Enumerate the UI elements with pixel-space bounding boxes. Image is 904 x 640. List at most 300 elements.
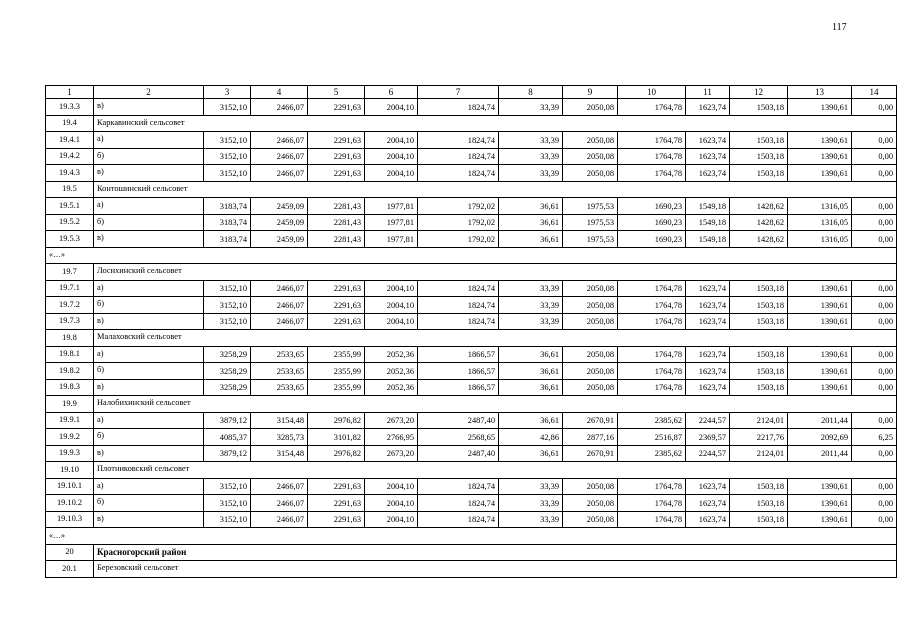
- value-cell: 0,00: [852, 165, 897, 182]
- omission-marker: «…»: [46, 528, 897, 545]
- value-cell: 2004,10: [365, 478, 418, 495]
- value-cell: 3879,12: [204, 412, 251, 429]
- value-cell: 0,00: [852, 412, 897, 429]
- row-subitem: б): [94, 429, 204, 446]
- value-cell: 1764,78: [618, 511, 686, 528]
- value-cell: 36,61: [499, 412, 563, 429]
- value-cell: 2291,63: [308, 495, 365, 512]
- section-row: [46, 181, 897, 198]
- row-code: 19.10.1: [46, 478, 94, 495]
- value-cell: 2050,08: [563, 280, 618, 297]
- value-cell: 1824,74: [418, 478, 499, 495]
- value-cell: 36,61: [499, 214, 563, 231]
- value-cell: 2291,63: [308, 99, 365, 116]
- value-cell: 2124,01: [730, 445, 788, 462]
- value-cell: 0,00: [852, 231, 897, 248]
- value-cell: 1623,74: [686, 280, 730, 297]
- value-cell: 1390,61: [788, 495, 852, 512]
- value-cell: 1503,18: [730, 165, 788, 182]
- value-cell: 2355,99: [308, 346, 365, 363]
- value-cell: 1764,78: [618, 99, 686, 116]
- omission-row: [46, 247, 897, 264]
- value-cell: 1503,18: [730, 511, 788, 528]
- value-cell: 2050,08: [563, 165, 618, 182]
- value-cell: 1866,57: [418, 363, 499, 380]
- value-cell: 3154,48: [251, 445, 308, 462]
- value-cell: 6,25: [852, 429, 897, 446]
- value-cell: 2355,99: [308, 363, 365, 380]
- value-cell: 33,39: [499, 148, 563, 165]
- value-cell: 0,00: [852, 495, 897, 512]
- value-cell: 2673,20: [365, 445, 418, 462]
- value-cell: 2291,63: [308, 280, 365, 297]
- value-cell: 2466,07: [251, 132, 308, 149]
- value-cell: 2244,57: [686, 412, 730, 429]
- value-cell: 3152,10: [204, 511, 251, 528]
- section-title: Малаховский сельсовет: [94, 330, 897, 347]
- value-cell: 1866,57: [418, 346, 499, 363]
- section-row: [46, 115, 897, 132]
- value-cell: 33,39: [499, 99, 563, 116]
- value-cell: 1764,78: [618, 379, 686, 396]
- value-cell: 33,39: [499, 165, 563, 182]
- omission-row: [46, 528, 897, 545]
- value-cell: 1623,74: [686, 313, 730, 330]
- value-cell: 2281,43: [308, 231, 365, 248]
- value-cell: 1428,62: [730, 214, 788, 231]
- column-header: 10: [618, 86, 686, 99]
- section-title: Налобихинский сельсовет: [94, 396, 897, 413]
- value-cell: 2050,08: [563, 379, 618, 396]
- section-row: [46, 561, 897, 578]
- value-cell: 1623,74: [686, 478, 730, 495]
- section-row: [46, 462, 897, 479]
- value-cell: 2124,01: [730, 412, 788, 429]
- value-cell: 3152,10: [204, 99, 251, 116]
- value-cell: 1390,61: [788, 511, 852, 528]
- section-code: 19.9: [46, 396, 94, 413]
- value-cell: 1792,02: [418, 198, 499, 215]
- value-cell: 2004,10: [365, 297, 418, 314]
- row-code: 19.10.2: [46, 495, 94, 512]
- value-cell: 2050,08: [563, 297, 618, 314]
- value-cell: 2052,36: [365, 379, 418, 396]
- value-cell: 3183,74: [204, 198, 251, 215]
- value-cell: 2459,09: [251, 214, 308, 231]
- value-cell: 1623,74: [686, 165, 730, 182]
- value-cell: 1977,81: [365, 214, 418, 231]
- value-cell: 2533,65: [251, 363, 308, 380]
- value-cell: 3258,29: [204, 379, 251, 396]
- section-title: Контошинский сельсовет: [94, 181, 897, 198]
- value-cell: 36,61: [499, 379, 563, 396]
- table-row: [46, 297, 897, 314]
- value-cell: 1549,18: [686, 198, 730, 215]
- value-cell: 3152,10: [204, 132, 251, 149]
- value-cell: 1390,61: [788, 363, 852, 380]
- value-cell: 36,61: [499, 346, 563, 363]
- value-cell: 2050,08: [563, 148, 618, 165]
- value-cell: 3152,10: [204, 148, 251, 165]
- row-subitem: б): [94, 363, 204, 380]
- value-cell: 1977,81: [365, 231, 418, 248]
- value-cell: 1824,74: [418, 132, 499, 149]
- value-cell: 3258,29: [204, 363, 251, 380]
- value-cell: 1824,74: [418, 313, 499, 330]
- value-cell: 2487,40: [418, 445, 499, 462]
- value-cell: 1764,78: [618, 363, 686, 380]
- table-row: [46, 445, 897, 462]
- value-cell: 2877,16: [563, 429, 618, 446]
- value-cell: 1623,74: [686, 363, 730, 380]
- value-cell: 1390,61: [788, 478, 852, 495]
- value-cell: 3285,73: [251, 429, 308, 446]
- value-cell: 0,00: [852, 511, 897, 528]
- value-cell: 2092,69: [788, 429, 852, 446]
- table-row: [46, 412, 897, 429]
- value-cell: 2516,87: [618, 429, 686, 446]
- section-row: [46, 330, 897, 347]
- value-cell: 1975,53: [563, 198, 618, 215]
- table-row: [46, 280, 897, 297]
- table-row: [46, 148, 897, 165]
- table-row: [46, 346, 897, 363]
- row-subitem: а): [94, 132, 204, 149]
- row-code: 19.4.3: [46, 165, 94, 182]
- value-cell: 1623,74: [686, 346, 730, 363]
- column-header: 13: [788, 86, 852, 99]
- value-cell: 1824,74: [418, 165, 499, 182]
- value-cell: 1623,74: [686, 495, 730, 512]
- value-cell: 2004,10: [365, 495, 418, 512]
- row-code: 19.4.2: [46, 148, 94, 165]
- value-cell: 2466,07: [251, 99, 308, 116]
- column-header: 1: [46, 86, 94, 99]
- row-code: 19.7.1: [46, 280, 94, 297]
- value-cell: 1623,74: [686, 99, 730, 116]
- value-cell: 1549,18: [686, 231, 730, 248]
- value-cell: 2050,08: [563, 495, 618, 512]
- row-code: 19.10.3: [46, 511, 94, 528]
- value-cell: 1390,61: [788, 379, 852, 396]
- value-cell: 1690,23: [618, 198, 686, 215]
- value-cell: 0,00: [852, 297, 897, 314]
- value-cell: 2244,57: [686, 445, 730, 462]
- value-cell: 1428,62: [730, 231, 788, 248]
- table-row: [46, 198, 897, 215]
- value-cell: 1390,61: [788, 165, 852, 182]
- value-cell: 0,00: [852, 313, 897, 330]
- value-cell: 0,00: [852, 148, 897, 165]
- value-cell: 2291,63: [308, 313, 365, 330]
- value-cell: 42,86: [499, 429, 563, 446]
- value-cell: 36,61: [499, 198, 563, 215]
- table-row: [46, 132, 897, 149]
- value-cell: 2004,10: [365, 313, 418, 330]
- value-cell: 2281,43: [308, 198, 365, 215]
- row-code: 19.5.1: [46, 198, 94, 215]
- value-cell: 1390,61: [788, 313, 852, 330]
- value-cell: 2050,08: [563, 511, 618, 528]
- value-cell: 1503,18: [730, 363, 788, 380]
- value-cell: 2281,43: [308, 214, 365, 231]
- row-subitem: б): [94, 495, 204, 512]
- table-row: [46, 379, 897, 396]
- row-subitem: а): [94, 280, 204, 297]
- column-header: 4: [251, 86, 308, 99]
- row-subitem: б): [94, 148, 204, 165]
- header-row: [46, 86, 897, 99]
- column-header: 14: [852, 86, 897, 99]
- value-cell: 2459,09: [251, 231, 308, 248]
- table-row: [46, 99, 897, 116]
- value-cell: 2766,95: [365, 429, 418, 446]
- value-cell: 1503,18: [730, 99, 788, 116]
- value-cell: 1824,74: [418, 495, 499, 512]
- value-cell: 33,39: [499, 132, 563, 149]
- value-cell: 1690,23: [618, 214, 686, 231]
- value-cell: 2385,62: [618, 445, 686, 462]
- value-cell: 2004,10: [365, 148, 418, 165]
- value-cell: 1503,18: [730, 297, 788, 314]
- value-cell: 1764,78: [618, 132, 686, 149]
- value-cell: 2459,09: [251, 198, 308, 215]
- value-cell: 2355,99: [308, 379, 365, 396]
- row-subitem: б): [94, 214, 204, 231]
- column-header: 2: [94, 86, 204, 99]
- value-cell: 2291,63: [308, 478, 365, 495]
- value-cell: 2466,07: [251, 280, 308, 297]
- value-cell: 2385,62: [618, 412, 686, 429]
- section-row: [46, 544, 897, 561]
- value-cell: 3152,10: [204, 495, 251, 512]
- value-cell: 2291,63: [308, 165, 365, 182]
- value-cell: 3258,29: [204, 346, 251, 363]
- value-cell: 36,61: [499, 231, 563, 248]
- value-cell: 1503,18: [730, 132, 788, 149]
- table-row: [46, 429, 897, 446]
- row-subitem: в): [94, 99, 204, 116]
- value-cell: 3152,10: [204, 280, 251, 297]
- page-number: 117: [832, 22, 847, 33]
- table-row: [46, 231, 897, 248]
- value-cell: 1764,78: [618, 165, 686, 182]
- value-cell: 0,00: [852, 214, 897, 231]
- value-cell: 1824,74: [418, 511, 499, 528]
- value-cell: 1390,61: [788, 148, 852, 165]
- value-cell: 2670,91: [563, 445, 618, 462]
- value-cell: 1390,61: [788, 132, 852, 149]
- value-cell: 2004,10: [365, 99, 418, 116]
- value-cell: 1390,61: [788, 346, 852, 363]
- row-code: 19.5.3: [46, 231, 94, 248]
- value-cell: 2670,91: [563, 412, 618, 429]
- value-cell: 2050,08: [563, 363, 618, 380]
- section-code: 19.8: [46, 330, 94, 347]
- value-cell: 2466,07: [251, 297, 308, 314]
- section-title: Каркавинский сельсовет: [94, 115, 897, 132]
- row-subitem: а): [94, 346, 204, 363]
- section-code: 19.4: [46, 115, 94, 132]
- value-cell: 33,39: [499, 280, 563, 297]
- value-cell: 1975,53: [563, 214, 618, 231]
- value-cell: 2976,82: [308, 445, 365, 462]
- value-cell: 1623,74: [686, 511, 730, 528]
- value-cell: 1390,61: [788, 297, 852, 314]
- value-cell: 0,00: [852, 99, 897, 116]
- value-cell: 3183,74: [204, 214, 251, 231]
- value-cell: 2466,07: [251, 148, 308, 165]
- value-cell: 2291,63: [308, 148, 365, 165]
- row-subitem: б): [94, 297, 204, 314]
- value-cell: 1824,74: [418, 280, 499, 297]
- value-cell: 2011,44: [788, 412, 852, 429]
- row-code: 19.9.1: [46, 412, 94, 429]
- value-cell: 36,61: [499, 363, 563, 380]
- value-cell: 1764,78: [618, 297, 686, 314]
- value-cell: 2050,08: [563, 346, 618, 363]
- value-cell: 2976,82: [308, 412, 365, 429]
- section-code: 19.5: [46, 181, 94, 198]
- row-subitem: в): [94, 231, 204, 248]
- row-code: 19.8.1: [46, 346, 94, 363]
- value-cell: 33,39: [499, 313, 563, 330]
- value-cell: 3183,74: [204, 231, 251, 248]
- column-header: 3: [204, 86, 251, 99]
- value-cell: 1764,78: [618, 280, 686, 297]
- value-cell: 0,00: [852, 132, 897, 149]
- column-header: 8: [499, 86, 563, 99]
- value-cell: 2466,07: [251, 165, 308, 182]
- value-cell: 3879,12: [204, 445, 251, 462]
- section-code: 20: [46, 544, 94, 561]
- value-cell: 1549,18: [686, 214, 730, 231]
- value-cell: 1503,18: [730, 478, 788, 495]
- value-cell: 1866,57: [418, 379, 499, 396]
- value-cell: 3152,10: [204, 297, 251, 314]
- value-cell: 1792,02: [418, 214, 499, 231]
- value-cell: 33,39: [499, 511, 563, 528]
- value-cell: 1764,78: [618, 313, 686, 330]
- row-code: 19.8.2: [46, 363, 94, 380]
- value-cell: 2004,10: [365, 165, 418, 182]
- section-title: Красногорский район: [94, 544, 897, 561]
- value-cell: 2466,07: [251, 313, 308, 330]
- value-cell: 1503,18: [730, 148, 788, 165]
- value-cell: 1824,74: [418, 99, 499, 116]
- value-cell: 1503,18: [730, 280, 788, 297]
- row-subitem: в): [94, 165, 204, 182]
- value-cell: 1503,18: [730, 346, 788, 363]
- row-code: 19.5.2: [46, 214, 94, 231]
- value-cell: 2050,08: [563, 99, 618, 116]
- section-code: 19.7: [46, 264, 94, 281]
- value-cell: 1316,05: [788, 198, 852, 215]
- value-cell: 1503,18: [730, 379, 788, 396]
- row-subitem: а): [94, 478, 204, 495]
- value-cell: 1316,05: [788, 214, 852, 231]
- value-cell: 2004,10: [365, 132, 418, 149]
- value-cell: 1503,18: [730, 313, 788, 330]
- value-cell: 1623,74: [686, 132, 730, 149]
- value-cell: 1975,53: [563, 231, 618, 248]
- row-code: 19.3.3: [46, 99, 94, 116]
- value-cell: 2004,10: [365, 280, 418, 297]
- value-cell: 1623,74: [686, 379, 730, 396]
- value-cell: 36,61: [499, 445, 563, 462]
- value-cell: 2050,08: [563, 478, 618, 495]
- value-cell: 0,00: [852, 346, 897, 363]
- value-cell: 0,00: [852, 363, 897, 380]
- value-cell: 2004,10: [365, 511, 418, 528]
- value-cell: 0,00: [852, 198, 897, 215]
- value-cell: 1764,78: [618, 346, 686, 363]
- value-cell: 2291,63: [308, 297, 365, 314]
- value-cell: 2487,40: [418, 412, 499, 429]
- value-cell: 1824,74: [418, 297, 499, 314]
- table-row: [46, 478, 897, 495]
- column-header: 9: [563, 86, 618, 99]
- row-subitem: в): [94, 445, 204, 462]
- column-header: 5: [308, 86, 365, 99]
- value-cell: 3154,48: [251, 412, 308, 429]
- value-cell: 1764,78: [618, 148, 686, 165]
- value-cell: 3152,10: [204, 313, 251, 330]
- row-code: 19.7.2: [46, 297, 94, 314]
- value-cell: 2052,36: [365, 363, 418, 380]
- value-cell: 0,00: [852, 478, 897, 495]
- value-cell: 2568,65: [418, 429, 499, 446]
- row-subitem: в): [94, 313, 204, 330]
- value-cell: 33,39: [499, 478, 563, 495]
- value-cell: 33,39: [499, 495, 563, 512]
- section-code: 20.1: [46, 561, 94, 578]
- row-code: 19.9.3: [46, 445, 94, 462]
- value-cell: 1764,78: [618, 478, 686, 495]
- column-header: 7: [418, 86, 499, 99]
- value-cell: 1690,23: [618, 231, 686, 248]
- row-subitem: в): [94, 511, 204, 528]
- value-cell: 2011,44: [788, 445, 852, 462]
- section-title: Плотниковский сельсовет: [94, 462, 897, 479]
- table-row: [46, 214, 897, 231]
- value-cell: 1977,81: [365, 198, 418, 215]
- value-cell: 2217,76: [730, 429, 788, 446]
- section-row: [46, 396, 897, 413]
- value-cell: 3152,10: [204, 478, 251, 495]
- table-row: [46, 313, 897, 330]
- table-row: [46, 363, 897, 380]
- value-cell: 3152,10: [204, 165, 251, 182]
- value-cell: 0,00: [852, 445, 897, 462]
- section-row: [46, 264, 897, 281]
- value-cell: 1623,74: [686, 297, 730, 314]
- section-title: Березовский сельсовет: [94, 561, 897, 578]
- value-cell: 2466,07: [251, 511, 308, 528]
- column-header: 11: [686, 86, 730, 99]
- row-subitem: в): [94, 379, 204, 396]
- table-row: [46, 495, 897, 512]
- section-code: 19.10: [46, 462, 94, 479]
- value-cell: 33,39: [499, 297, 563, 314]
- value-cell: 2291,63: [308, 132, 365, 149]
- value-cell: 1503,18: [730, 495, 788, 512]
- row-code: 19.9.2: [46, 429, 94, 446]
- section-title: Лосихинский сельсовет: [94, 264, 897, 281]
- value-cell: 1390,61: [788, 99, 852, 116]
- value-cell: 2369,57: [686, 429, 730, 446]
- value-cell: 2291,63: [308, 511, 365, 528]
